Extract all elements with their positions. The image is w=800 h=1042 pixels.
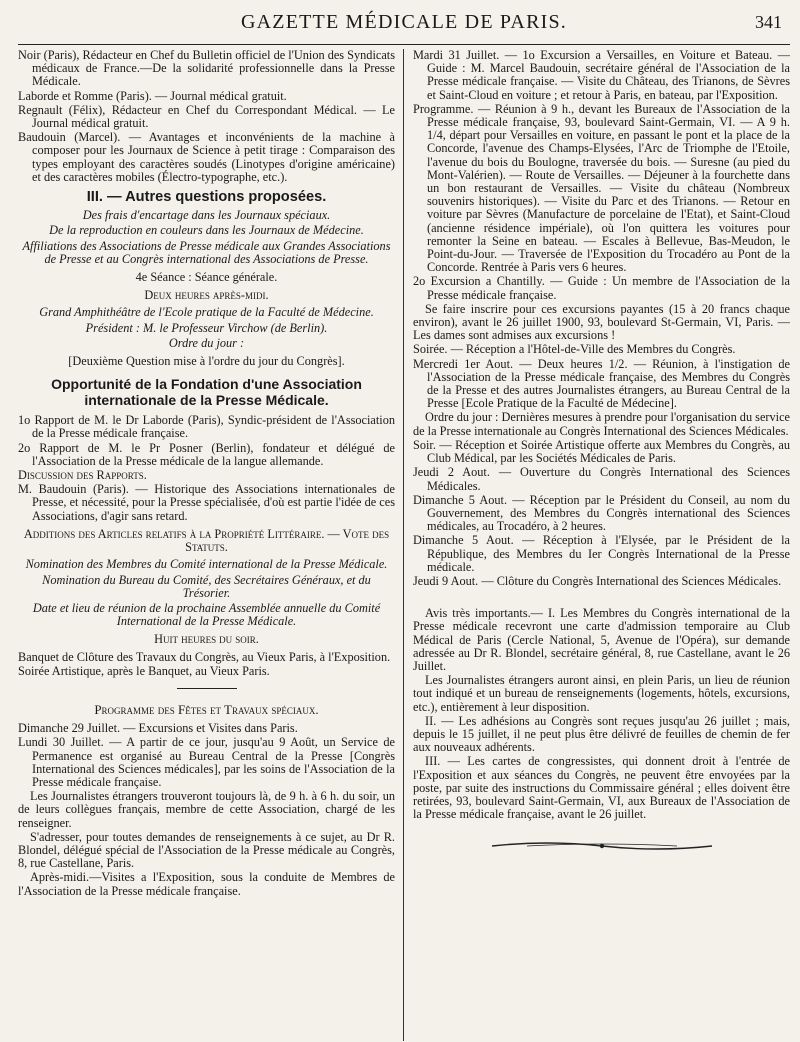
paragraph: 1o Rapport de M. le Dr Laborde (Paris), Syndic-président de l'Association de la Presse médicale française. [18,413,395,441]
section-divider [177,688,237,689]
paragraph: Jeudi 9 Aout. — Clôture du Congrès International des Sciences Médicales. [413,573,782,588]
paragraph: [Deuxième Question mise à l'ordre du jour du Congrès]. [68,354,345,369]
paragraph: 2o Excursion a Chantilly. — Guide : Un membre de l'Association de la Presse médicale française. [413,274,790,302]
paragraph: Deux heures après-midi. [144,288,269,303]
paragraph: Additions des Articles relatifs à la Propriété Littéraire. — Vote des Statuts. [23,526,390,555]
paragraph: Ordre du jour : Dernières mesures à prendre pour l'organisation du service de la Presse internationale au Congrès International des Sciences Médicales. [413,410,790,438]
paragraph: Des frais d'encartage dans les Journaux spéciaux. [82,208,331,223]
right-column [404,49,790,1041]
left-column [18,49,404,1041]
paragraph: Dimanche 5 Aout. — Réception à l'Elysée, par le Président de la République, des Membres du Ier Congrès International de la Presse médicale. [413,533,790,574]
section-heading: Opportunité de la Fondation d'une Association internationale de la Presse Médicale. [51,376,362,409]
paragraph: Noir (Paris), Rédacteur en Chef du Bulletin officiel de l'Union des Syndicats médicaux de France.—De la solidarité professionnelle dans la Presse Médicale. [18,49,395,89]
paragraph: Lundi 30 Juillet. — A partir de ce jour, jusqu'au 9 Août, un Service de Permanence est organisé au Bureau Central de la Presse [Congrès International des Sciences médicales], par les soins de l'Association de la Presse médicale française. [18,735,395,789]
paragraph: M. Baudouin (Paris). — Historique des Associations internationales de Presse, et nécessité, pour la Presse spécialisée, d'où est partie l'idée de ces Associations, d'agir sans retard. [18,482,395,523]
paragraph: Laborde et Romme (Paris). — Journal médical gratuit. [18,88,287,103]
paragraph: Dimanche 5 Aout. — Réception par le Président du Conseil, au nom du Gouvernement, des Membres du Congrès international des Sciences médicales, au Trocadéro, à 2 heures. [413,492,790,534]
paragraph: Soirée Artistique, après le Banquet, au Vieux Paris. [18,663,270,678]
paragraph: Nomination du Bureau du Comité, des Secrétaires Généraux, et du Trésorier. [42,572,371,600]
section-heading: III. — Autres questions proposées. [86,189,327,206]
paragraph: Discussion des Rapports. [18,468,147,483]
paragraph: Baudouin (Marcel). — Avantages et inconvénients de la machine à composer pour les Journaux de Science à petit tirage : Comparaison des types employant des caractères soudés (Linotypes d'origine américaine) et des caractères mobiles (Électro-typographe, etc.). [18,130,395,184]
paragraph: Soir. — Réception et Soirée Artistique offerte aux Membres du Congrès, au Club Médical, par les Sociétés Médicales de Paris. [413,437,790,466]
paragraph: Les Journalistes étrangers trouveront toujours là, de 9 h. à 6 h. du soir, un de leurs collègues français, membre de cette Association, chargé de les renseigner. [18,789,395,830]
paragraph: Jeudi 2 Aout. — Ouverture du Congrès International des Sciences Médicales. [413,465,790,493]
paragraph: Dimanche 29 Juillet. — Excursions et Visites dans Paris. [18,721,298,736]
paragraph: S'adresser, pour toutes demandes de renseignements à ce sujet, au Dr R. Blondel, délégué spécial de l'Association de la Presse médicale au Congrès, 8, rue Castellane, Paris. [18,829,395,871]
paragraph: Huit heures du soir. [154,632,259,647]
paragraph: Mercredi 1er Aout. — Deux heures 1/2. — Réunion, à l'instigation de l'Association de la Presse médicale française, des Membres du Congrès de la Presse et des autres Journalistes étrangers, au Bureau Central de la Presse [Ecole Pratique de la Faculté de Médecine]. [413,356,790,411]
end-ornament [487,839,717,853]
paragraph: Affiliations des Associations de Presse médicale aux Grandes Associations de Presse et au Congrès international des Associations de Presse. [22,238,391,266]
paragraph: III. — Les cartes de congressistes, qui donnent droit à l'entrée de l'Exposition et aux séances du Congrès, ne peuvent être envoyées par la poste, par suite des instructions du Commissaire général ; elles doivent être retirées, 93, boulevard Saint-Germain, VI, aux Bureaux de l'Association de la Presse médicale française, avant le 26 juillet. [413,754,790,822]
section-heading: Programme des Fêtes et Travaux spéciaux. [94,701,319,717]
paragraph: Ordre du jour : [168,335,245,350]
paragraph: 2o Rapport de M. le Pr Posner (Berlin), fondateur et délégué de l'Association de la Presse médicale de la langue allemande. [18,440,395,468]
paragraph: Se faire inscrire pour ces excursions payantes (15 à 20 francs chaque environ), avant le 26 juillet 1900, 93, boulevard St-Germain, VI, Paris. — Les dames sont admises aux excursions ! [413,301,790,343]
columns [18,49,790,1041]
paragraph: Président : M. le Professeur Virchow (de Berlin). [85,320,328,335]
paragraph: Soirée. — Réception a l'Hôtel-de-Ville des Membres du Congrès. [413,342,736,357]
paragraph: Date et lieu de réunion de la prochaine Assemblée annuelle du Comité International de la Presse Médicale. [32,600,381,629]
journal-title: GAZETTE MÉDICALE DE PARIS. [240,10,567,33]
paragraph: Nomination des Membres du Comité international de la Presse Médicale. [25,557,388,572]
spacer [413,589,790,607]
paragraph: Grand Amphithéâtre de l'Ecole pratique de la Faculté de Médecine. [39,305,374,320]
paragraph: Regnault (Félix), Rédacteur en Chef du Correspondant Médical. — Le Journal médical gratuit. [18,102,395,131]
paragraph: 4e Séance : Séance générale. [135,270,278,285]
page-header [18,0,790,45]
paragraph: Avis très importants.— I. Les Membres du Congrès international de la Presse médicale recevront une carte d'admission temporaire au Club Médical de Paris (Cercle National, 5, Avenue de l'Opéra), sur demande adressée au Dr R. Blondel, secrétaire général, 8, rue Castellane, avant le 26 Juillet. [413,606,790,673]
paragraph: De la reproduction en couleurs dans les Journaux de Médecine. [49,223,364,238]
paragraph: Banquet de Clôture des Travaux du Congrès, au Vieux Paris, à l'Exposition. [18,649,391,664]
paragraph: Mardi 31 Juillet. — 1o Excursion a Versailles, en Voiture et Bateau. — Guide : M. Marcel Baudouin, secrétaire général de l'Association de la Presse médicale française. — Visite du Château, des Trianons, de Sèvres et Saint-Cloud en voiture ; et retour à Paris, en bateau, par l'Exposition. [413,49,790,102]
paragraph: Les Journalistes étrangers auront ainsi, en plein Paris, un lieu de réunion tout indiqué et un bureau de renseignements (logements, hôtels, excursions, etc.), entièrement à leur disposition. [413,673,790,714]
paragraph: Après-midi.—Visites a l'Exposition, sous la conduite de Membres de l'Association de la Presse médicale française. [18,870,395,898]
paragraph: Programme. — Réunion à 9 h., devant les Bureaux de l'Association de la Presse médicale française, 93, boulevard Saint-Germain, VI. — A 9 h. 1/4, départ pour Versailles en voiture, en passant le pont et la place de la Concorde, l'avenue des Champs-Elysées, l'Arc de Triomphe de l'Etoile, l'avenue du bois du Boulogne, traversée du bois. — Suresne (au pied du Mont-Valérien). — Route de Versailles. — Déjeuner à la fourchette dans un bon restaurant de Versailles. — Visite du château (Nombreux souvenirs historiques). — Visite du Parc et des Trianons. — Retour en voiture par Sèvres (Manufacture de porcelaine de l'Etat), et Saint-Cloud (ancienne résidence impériale), où l'on quittera les voitures pour remonter la Seine en bateau. — Escales à Bellevue, Bas-Meudon, le Point-du-Jour. — Traversée de l'Exposition du Trocadéro au Pont de la Concorde. Rentrée à Paris vers 6 heures. [413,101,790,275]
page-number: 341 [755,11,782,32]
paragraph: II. — Les adhésions au Congrès sont reçues jusqu'au 26 juillet ; mais, depuis le 15 juillet, il ne peut plus être délivré de feuilles de chemin de fer aux nouveaux adhérents. [413,713,790,755]
